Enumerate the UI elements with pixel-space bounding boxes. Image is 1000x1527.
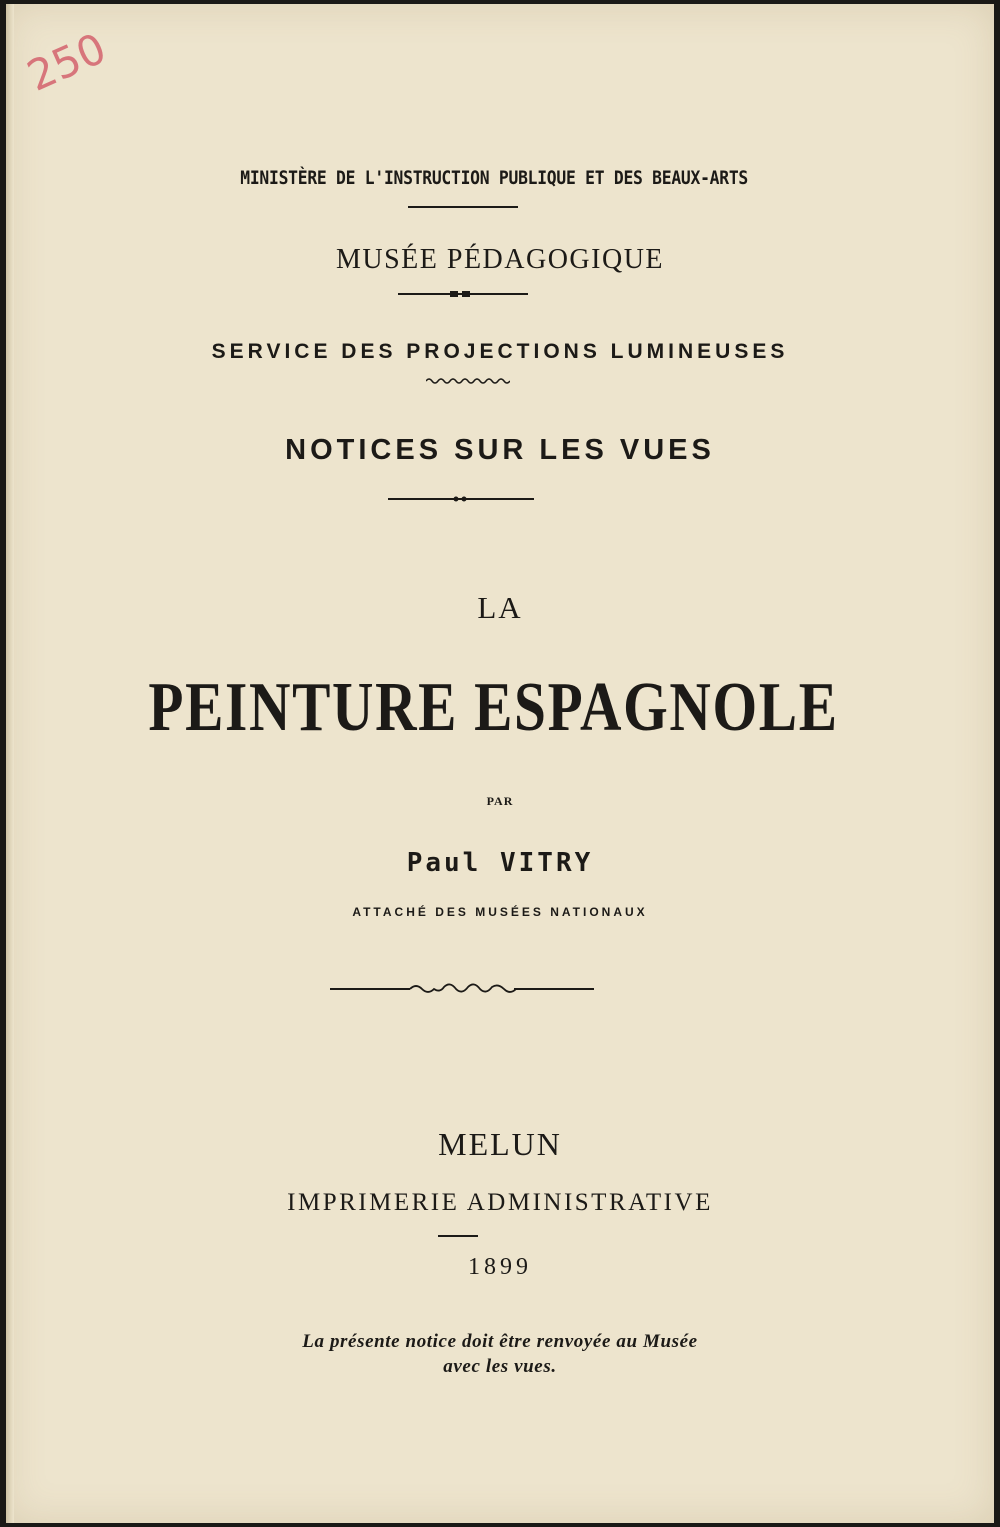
- title-page: [6, 4, 994, 1523]
- title-article: LA: [477, 590, 523, 625]
- return-notice-line-2: avec les vues.: [443, 1356, 557, 1377]
- by-label: PAR: [486, 794, 514, 808]
- series-heading: NOTICES SUR LES VUES: [285, 434, 715, 466]
- page-fold-shadow: [6, 4, 14, 1523]
- author-affiliation: ATTACHÉ DES MUSÉES NATIONAUX: [352, 905, 648, 919]
- museum-heading: MUSÉE PÉDAGOGIQUE: [335, 244, 665, 275]
- handwritten-number: 250: [20, 23, 114, 101]
- return-notice-line-1: La présente notice doit être renvoyée au Musée: [302, 1331, 698, 1352]
- document-title: PEINTURE ESPAGNOLE: [148, 669, 839, 746]
- wavy-divider: [426, 377, 510, 385]
- flourish-divider: [330, 982, 594, 996]
- rule-divider: [408, 204, 518, 210]
- return-notice: [6, 1329, 994, 1379]
- ornament-divider: [388, 494, 534, 504]
- author-name: Paul VITRY: [406, 848, 594, 878]
- printer-name: IMPRIMERIE ADMINISTRATIVE: [287, 1189, 713, 1216]
- publication-city: MELUN: [438, 1126, 562, 1162]
- rule-divider: [438, 1234, 478, 1238]
- publication-year: 1899: [468, 1254, 532, 1280]
- ministry-heading: MINISTÈRE DE L'INSTRUCTION PUBLIQUE ET DES BEAUX-ARTS: [240, 167, 748, 189]
- service-heading: SERVICE DES PROJECTIONS LUMINEUSES: [211, 340, 789, 363]
- ornament-divider: [398, 289, 528, 299]
